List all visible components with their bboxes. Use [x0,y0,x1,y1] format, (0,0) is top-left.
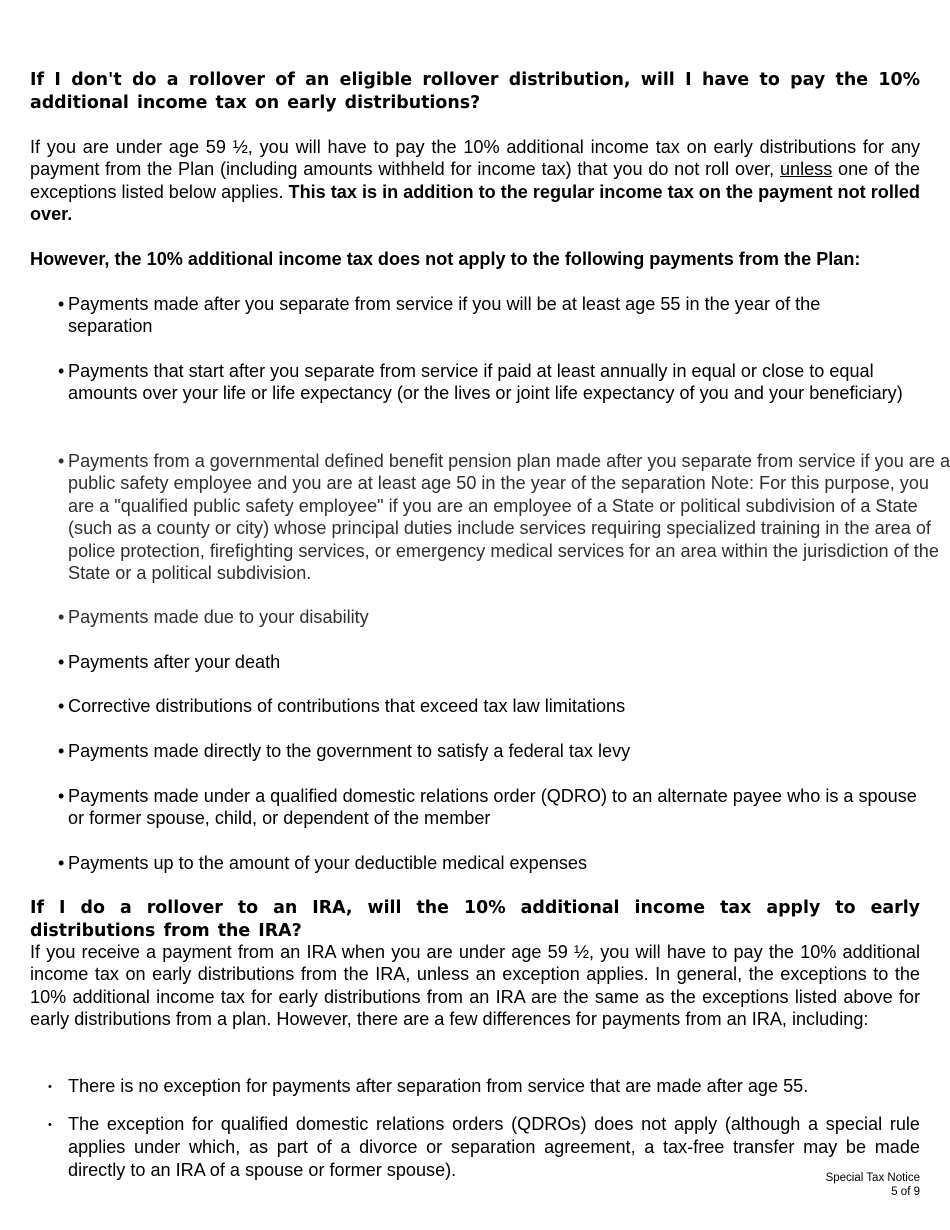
bullet-icon: • [58,853,65,873]
section1-paragraph-bold: This tax is in addition to the regular income tax on the payment not rolled over. [30,181,920,225]
bullet-icon: • [58,741,65,761]
bullet-icon: • [58,607,65,627]
section2-heading: If I do a rollover to an IRA, will the 10% additional income tax apply to early distributions from the IRA? [30,898,920,941]
section1-heading: If I don't do a rollover of an eligible rollover distribution, will I have to pay the 10% additional income tax on early distributions? [30,70,920,113]
bullet-icon: • [58,361,65,381]
list-item: • Corrective distributions of contributions that exceed tax law limitations [58,696,626,716]
page-footer [826,1171,920,1199]
unless-underlined: unless [779,159,833,180]
bullet-icon: • [58,294,65,314]
list-item: • Payments made directly to the government to satisfy a federal tax levy [58,741,631,761]
document-page [30,0,950,1230]
section2-paragraph: If you receive a payment from an IRA when you are under age 59 ½, you will have to pay the 10% additional income tax on early distributions from the IRA, unless an exception applies. In general, the exceptions to the 10% additional income tax for early distributions from an IRA are the same as the exceptions listed above for early distributions from a plan. However, there are a few differences for payments from an IRA, including: [30,942,920,1030]
list-item: • Payments that start after you separate from service if paid at least annually in equal or close to equal amounts over your life or life expectancy (or the lives or joint life expectancy of you and your beneficiary) [58,361,903,404]
bullet-icon: • [58,652,65,672]
page-number: 5 of 9 [891,1186,920,1198]
bullet-icon: • [48,1119,52,1132]
list-item: • Payments made under a qualified domestic relations order (QDRO) to an alternate payee who is a spouse or former spouse, child, or dependent of the member [58,786,917,829]
list-item: • The exception for qualified domestic relations orders (QDROs) does not apply (although a special rule applies under which, as part of a divorce or separation agreement, a tax-free transfer may be made directly to an IRA of a spouse or former spouse). [48,1114,920,1180]
list-item: • There is no exception for payments after separation from service that are made after age 55. [30,1075,920,1098]
list-item: • Payments from a governmental defined benefit pension plan made after you separate from service if you are a public safety employee and you are at least age 50 in the year of the separation Note: For this purpose, you are a "qualified public safety employee" if you are an employee of a State or political subdivision of a State (such as a county or city) whose principal duties include services requiring specialized training in the area of police protection, firefighting services, or emergency medical services for an area within the jurisdiction of the State or a political subdivision. [58,451,950,584]
footer-title: Special Tax Notice [825,1172,920,1184]
however-line: However, the 10% additional income tax does not apply to the following payments from the Plan: [30,249,861,269]
section1-paragraph [30,136,920,226]
bullet-icon: • [58,696,65,716]
list-item: • Payments after your death [58,652,281,672]
bullet-icon: • [58,451,65,471]
bullet-icon: • [48,1081,52,1094]
list-item: • Payments up to the amount of your deductible medical expenses [58,853,587,873]
bullet-icon: • [58,786,65,806]
list-item: • Payments made after you separate from service if you will be at least age 55 in the year of the separation [58,294,821,337]
section1-paragraph-part1: If you are under age 59 ½, you will have to pay the 10% additional income tax on early distributions for any payment from the Plan (including amounts withheld for income tax) that you do not roll over, [30,137,920,180]
list-item: • Payments made due to your disability [58,607,369,627]
section1-paragraph-part2: one of the exceptions listed below applies. [30,159,920,202]
